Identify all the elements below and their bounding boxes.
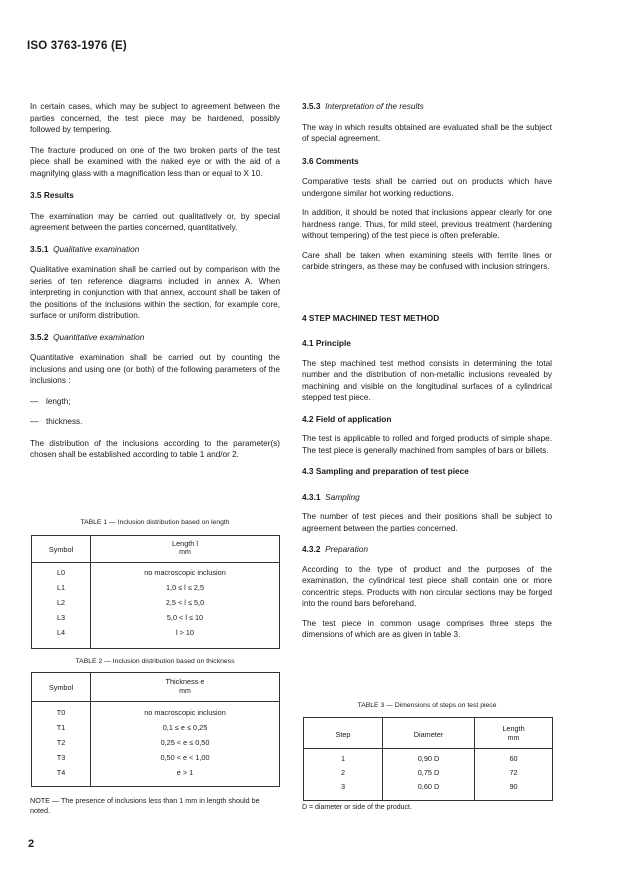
right-column — [302, 101, 552, 641]
document-header: ISO 3763-1976 (E) — [27, 40, 127, 52]
paragraph: Care shall be taken when examining steels with ferrite lines or carbide stringers, as these may be confused with inclusion stringers. — [302, 250, 552, 271]
table-cell-symbol: L3 — [56, 613, 66, 622]
section-heading-4-2: 4.2 Field of application — [302, 413, 392, 424]
table2 — [31, 672, 280, 787]
paragraph: Quantitative examination shall be carried out by counting the inclusions and using one (or both) of the following parameters of the inclusions : — [30, 353, 280, 385]
section-heading-3-6: 3.6 Comments — [302, 155, 359, 166]
table-cell-step: 1 — [340, 754, 346, 763]
table-cell-step: 3 — [340, 782, 346, 791]
paragraph: The test is applicable to rolled and forged products of simple shape. The test piece is generally machined from samples of bars or billets. — [302, 434, 552, 455]
table2-header-unit: mm — [179, 688, 191, 695]
table3-footnote: D = diameter or side of the product. — [302, 804, 412, 811]
table-cell-length: 60 — [509, 754, 518, 763]
table3 — [303, 717, 553, 801]
table1-header-symbol: Symbol — [48, 545, 74, 554]
table-cell-value: e > 1 — [176, 768, 194, 777]
table-cell-value: l > 10 — [175, 628, 195, 637]
paragraph: The test piece in common usage comprises three steps the dimensions of which are as given in table 3. — [302, 618, 552, 639]
paragraph: According to the type of product and the purposes of the examination, the cylindrical test piece shall contain one or more concentric steps. Products with non circular sections may be forged into the round bars beforehand. — [302, 564, 552, 608]
table-cell-symbol: L0 — [56, 568, 66, 577]
table-cell-value: 5,0 < l ≤ 10 — [166, 613, 204, 622]
table-cell-symbol: L1 — [56, 583, 66, 592]
paragraph: The step machined test method consists in determining the total number and the distribution of non-metallic inclusions revealed by machining and visible on the longitudinal surfaces of a cylindrical stepped test piece. — [302, 358, 552, 402]
paragraph: Comparative tests shall be carried out on products which have undergone similar hot working reductions. — [302, 177, 552, 198]
note: NOTE — The presence of inclusions less than 1 mm in length should be noted. — [30, 796, 260, 815]
section-heading-3-5-2: 3.5.2 Quantitative examination — [30, 331, 145, 342]
table-cell-symbol: T0 — [56, 708, 66, 717]
table-cell-value: 2,5 < l ≤ 5,0 — [165, 598, 205, 607]
table-cell-diameter: 0,75 D — [417, 768, 440, 777]
table3-header-unit: mm — [507, 735, 520, 742]
table1-header-unit: mm — [179, 549, 191, 556]
table3-header-step: Step — [335, 730, 351, 739]
paragraph: The way in which results obtained are evaluated shall be the subject of special agreement. — [302, 122, 552, 143]
table1 — [31, 535, 280, 649]
list-item: — thickness. — [30, 417, 83, 426]
section-heading-3-5-3: 3.5.3 Interpretation of the results — [302, 101, 424, 111]
table2-header-thickness: Thickness e — [165, 677, 205, 686]
section-heading-4-3-2: 4.3.2 Preparation — [302, 544, 368, 554]
paragraph: The fracture produced on one of the two broken parts of the test piece shall be examined with the naked eye or with the aid of a magnifying glass with a magnification less than or equal to X 10. — [30, 145, 280, 178]
table-cell-symbol: T1 — [56, 723, 66, 732]
table3-header-length: Length — [502, 724, 525, 733]
table-cell-symbol: T3 — [56, 753, 66, 762]
table-cell-step: 2 — [340, 768, 346, 777]
table-cell-symbol: T4 — [56, 768, 66, 777]
table-cell-diameter: 0,60 D — [417, 782, 440, 791]
table-cell-length: 72 — [509, 768, 518, 777]
section-heading-4-3: 4.3 Sampling and preparation of test piece — [302, 466, 469, 476]
section-heading-4: 4 STEP MACHINED TEST METHOD — [302, 312, 440, 323]
paragraph: The examination may be carried out qualitatively or, by special agreement between the parties concerned, quantitatively. — [30, 211, 280, 232]
table-cell-symbol: L4 — [56, 628, 66, 637]
table-cell-value: no macroscopic inclusion — [144, 568, 226, 577]
page-number: 2 — [28, 838, 35, 850]
table-cell-diameter: 0,90 D — [417, 754, 440, 763]
table3-caption: TABLE 3 — Dimensions of steps on test piece — [357, 702, 497, 709]
paragraph: Qualitative examination shall be carried out by comparison with the series of ten reference diagrams included in annex A. When interpreting in conjunction with that annex, account shall be taken of the positions of the inclusions within the section, for example core, surface or uniform distribution. — [30, 265, 280, 320]
section-heading-4-1: 4.1 Principle — [302, 338, 351, 348]
paragraph: The distribution of the inclusions according to the parameter(s) chosen shall be established according to table 1 and/or 2. — [30, 438, 280, 459]
table2-header-symbol: Symbol — [48, 683, 74, 692]
table-cell-value: 1,0 ≤ l ≤ 2,5 — [165, 583, 205, 592]
left-column — [30, 101, 280, 461]
list-item: — length; — [30, 396, 71, 406]
paragraph: In addition, it should be noted that inclusions appear clearly for one hardness range. Thus, for mild steel, previous treatment (hardening without tempering) of the test piece is often preferable. — [302, 208, 552, 240]
section-heading-3-5-1: 3.5.1 Qualitative examination — [30, 243, 140, 254]
section-heading-4-3-1: 4.3.1 Sampling — [302, 491, 360, 502]
table-cell-length: 90 — [509, 782, 518, 791]
table2-caption: TABLE 2 — Inclusion distribution based on thickness — [75, 658, 235, 665]
table3-header-diameter: Diameter — [413, 730, 444, 739]
paragraph: In certain cases, which may be subject to agreement between the parties concerned, the test piece may be hardened, possibly followed by tempering. — [30, 102, 280, 134]
paragraph: The number of test pieces and their positions shall be subject to agreement between the parties concerned. — [302, 512, 552, 533]
section-heading-3-5: 3.5 Results — [30, 190, 74, 200]
table-cell-value: 0,1 ≤ e ≤ 0,25 — [162, 723, 208, 732]
table-cell-symbol: T2 — [56, 738, 66, 747]
table1-caption: TABLE 1 — Inclusion distribution based on length — [80, 519, 230, 526]
table-cell-symbol: L2 — [56, 598, 66, 607]
table-cell-value: 0,50 < e < 1,00 — [160, 753, 210, 762]
table1-header-length: Length l — [172, 539, 198, 548]
table-cell-value: 0,25 < e ≤ 0,50 — [160, 738, 210, 747]
table-cell-value: no macroscopic inclusion — [144, 708, 226, 717]
